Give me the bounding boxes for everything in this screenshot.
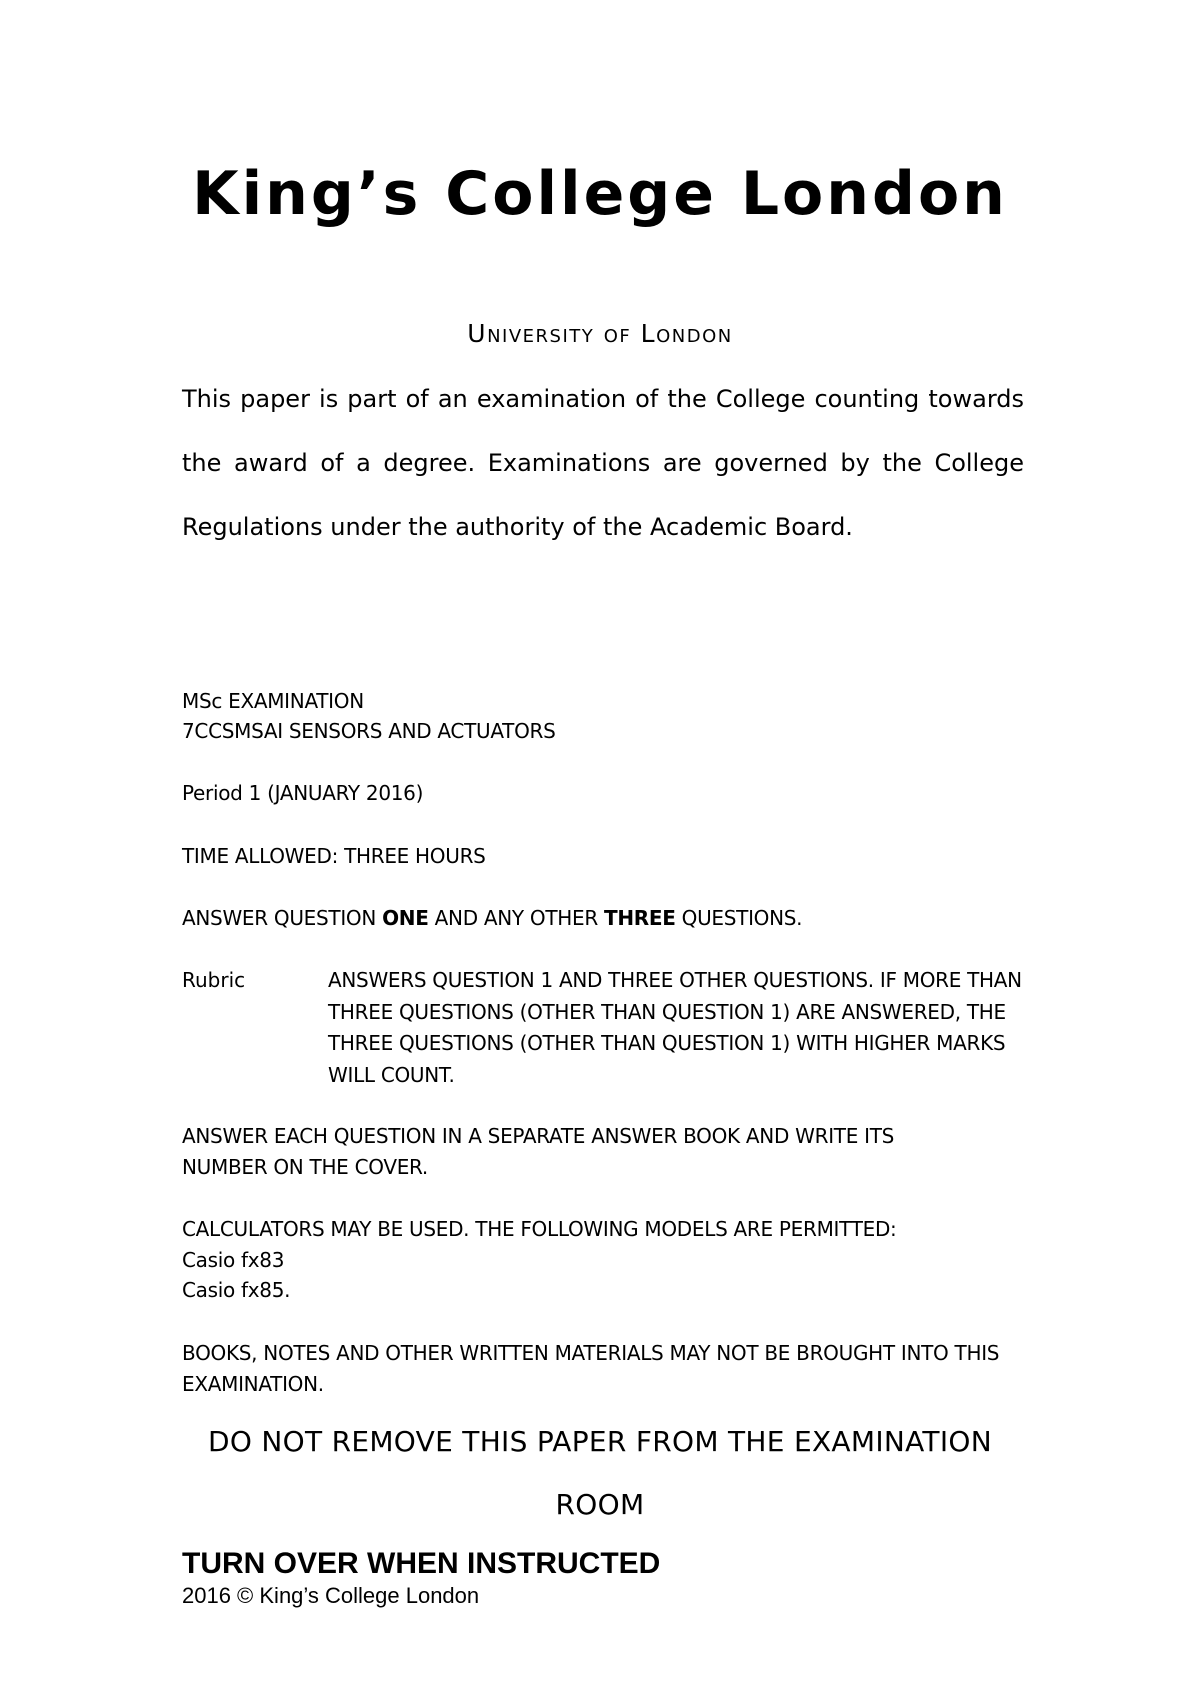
instruction-bold-three: THREE — [603, 906, 676, 930]
calculator-model: Casio fx85. — [182, 1278, 291, 1302]
instruction-bold-one: ONE — [382, 906, 429, 930]
university-subtitle: University of London — [467, 319, 733, 348]
module-title: 7CCSMSAI SENSORS AND ACTUATORS — [182, 719, 556, 743]
instruction-text-2: AND ANY OTHER — [428, 906, 604, 930]
exam-period: Period 1 (JANUARY 2016) — [182, 781, 424, 805]
materials-notice: BOOKS, NOTES AND OTHER WRITTEN MATERIALS MAY NOT BE BROUGHT INTO THIS EXAMINATION. — [182, 1341, 1000, 1396]
instruction-text-3: QUESTIONS. — [675, 906, 803, 930]
rubric-text: ANSWERS QUESTION 1 AND THREE OTHER QUESTIONS. IF MORE THAN THREE QUESTIONS (OTHER THAN QUESTION 1) ARE ANSWERED, THE THREE QUESTIONS (OTHER THAN QUESTION 1) WITH HIGHER MARKS WILL COUNT. — [328, 968, 1022, 1087]
do-not-remove-notice-room: ROOM — [555, 1488, 645, 1521]
calculator-heading: CALCULATORS MAY BE USED. THE FOLLOWING MODELS ARE PERMITTED: — [182, 1217, 897, 1241]
intro-paragraph: This paper is part of an examination of the College counting towards the award of a degree. Examinations are governed by the College Regulations under the authority of the Academic Board. — [182, 385, 1024, 541]
turn-over-instruction: TURN OVER WHEN INSTRUCTED — [182, 1547, 661, 1580]
time-allowed: TIME ALLOWED: THREE HOURS — [182, 844, 486, 868]
calculator-model: Casio fx83 — [182, 1248, 285, 1272]
rubric-label: Rubric — [182, 968, 246, 992]
exam-level: MSc EXAMINATION — [182, 689, 364, 713]
copyright: 2016 © King’s College London — [182, 1583, 480, 1608]
instruction-text-1: ANSWER QUESTION — [182, 906, 383, 930]
answer-instruction — [182, 903, 1032, 934]
page-title: King’s College London — [192, 159, 1008, 229]
do-not-remove-notice: DO NOT REMOVE THIS PAPER FROM THE EXAMINATION — [208, 1425, 992, 1458]
answer-book-instruction: ANSWER EACH QUESTION IN A SEPARATE ANSWER BOOK AND WRITE ITS NUMBER ON THE COVER. — [182, 1124, 895, 1179]
